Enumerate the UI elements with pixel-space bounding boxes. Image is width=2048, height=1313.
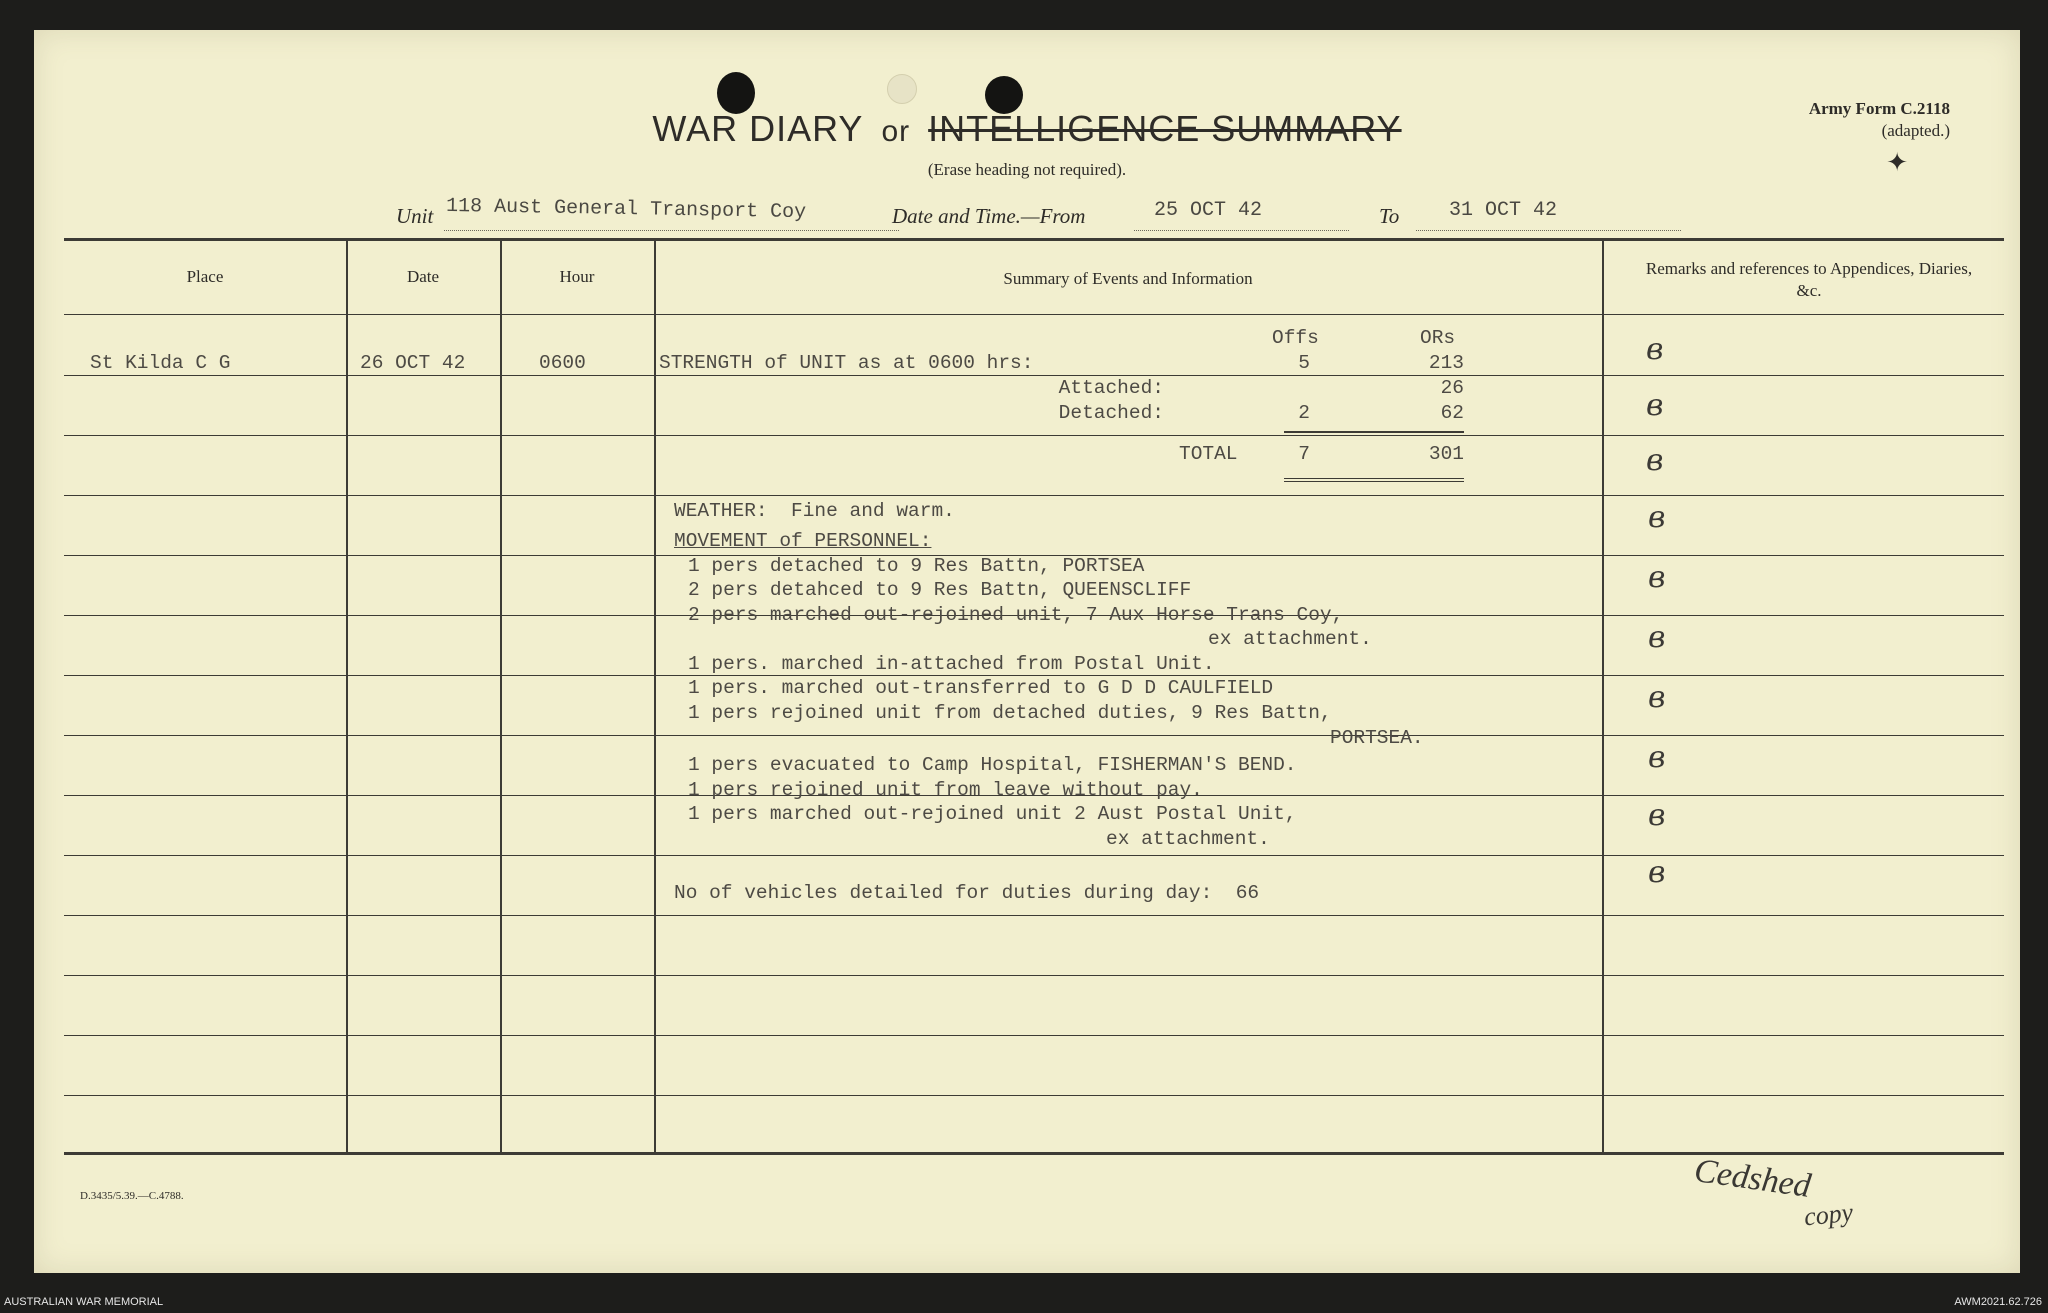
col-header-hour: Hour [559,267,595,286]
movement-line: 1 pers. marched out-transferred to G D D CAULFIELD [688,677,1274,699]
date-time-label: Date and Time.—From [892,204,1086,228]
strength-row-ors: 26 [1440,377,1464,399]
to-value: 31 OCT 42 [1449,199,1558,222]
strength-total-label: TOTAL [1179,443,1238,465]
movement-line: PORTSEA. [1330,727,1424,749]
strength-col-offs: Offs [1272,327,1319,349]
movement-line: 1 pers marched out-rejoined unit 2 Aust Postal Unit, [688,803,1297,825]
tick-mark-icon: в [1648,560,1666,595]
title-war-diary: WAR DIARY [652,108,864,149]
form-code: D.3435/5.39.—C.4788. [80,1190,184,1202]
caption-right: AWM2021.62.726 [1954,1296,2042,1308]
movement-line: ex attachment. [1106,828,1270,850]
hand-mark-icon: ✦ [1886,148,1908,177]
entry-date: 26 OCT 42 [360,352,466,374]
strength-row-ors: 62 [1440,402,1464,424]
entry-place: St Kilda C G [90,352,231,374]
to-label: To [1379,204,1400,228]
col-header-summary: Summary of Events and Information [1003,269,1253,288]
movement-line: 2 pers marched out-rejoined unit, 7 Aux Horse Trans Coy, [688,604,1344,626]
handwritten-note: copy [1802,1197,1855,1232]
strength-row-label: Detached: [1058,402,1164,424]
army-form-number: Army Form C.2118 [1808,99,1950,118]
unit-label: Unit [396,204,434,228]
unit-value: 118 Aust General Transport Coy [445,194,807,225]
from-value: 25 OCT 42 [1154,199,1263,222]
punch-hole-faint [887,74,917,104]
vehicles-line: No of vehicles detailed for duties during day: 66 [674,882,1260,904]
tick-mark-icon: в [1646,388,1664,423]
strength-row-label: STRENGTH of UNIT as at 0600 hrs: [659,352,1034,374]
movement-line: 1 pers rejoined unit from detached duties, 9 Res Battn, [688,702,1332,724]
strength-row-ors: 213 [1428,352,1464,374]
diary-sheet [34,30,2020,1273]
movement-line: 2 pers detahced to 9 Res Battn, QUEENSCLIFF [688,579,1192,601]
tick-mark-icon: в [1648,855,1666,890]
unit-line [34,194,2020,240]
strength-row-offs: 5 [1298,352,1310,374]
tick-mark-icon: в [1648,740,1666,775]
movement-heading: MOVEMENT of PERSONNEL: [674,530,932,552]
tick-mark-icon: в [1648,680,1666,715]
tick-mark-icon: в [1646,443,1664,478]
tick-mark-icon: в [1646,332,1664,367]
tick-mark-icon: в [1648,798,1666,833]
movement-line: 1 pers rejoined unit from leave without pay. [688,779,1203,801]
total-double-rule [1284,478,1464,482]
title-struck-intelligence-summary: INTELLIGENCE SUMMARY [928,108,1402,149]
title-or: or [881,115,911,148]
form-title [34,108,2020,150]
army-form-adapted: (adapted.) [1881,121,1950,140]
handwritten-note: Cedshed [1692,1152,1814,1205]
strength-col-ors: ORs [1420,327,1456,349]
strength-total-offs: 7 [1298,443,1310,465]
total-rule [1284,431,1464,433]
erase-note: (Erase heading not required). [927,160,1127,179]
tick-mark-icon: в [1648,620,1666,655]
movement-line: 1 pers evacuated to Camp Hospital, FISHERMAN'S BEND. [688,754,1297,776]
tick-mark-icon: в [1648,500,1666,535]
movement-line: 1 pers detached to 9 Res Battn, PORTSEA [688,555,1145,577]
entry-hour: 0600 [539,352,586,374]
strength-row-label: Attached: [1058,377,1164,399]
movement-line: ex attachment. [1208,628,1372,650]
col-header-remarks: Remarks and references to Appendices, Diaries, &c. [1645,259,1973,300]
strength-row-offs: 2 [1298,402,1310,424]
col-header-place: Place [186,267,224,286]
col-header-date: Date [406,267,440,286]
movement-line: 1 pers. marched in-attached from Postal Unit. [688,653,1215,675]
strength-total-ors: 301 [1428,443,1464,465]
caption-left: AUSTRALIAN WAR MEMORIAL [4,1296,164,1308]
weather-line: WEATHER: Fine and warm. [674,500,955,522]
army-form-ref [1809,98,1950,142]
